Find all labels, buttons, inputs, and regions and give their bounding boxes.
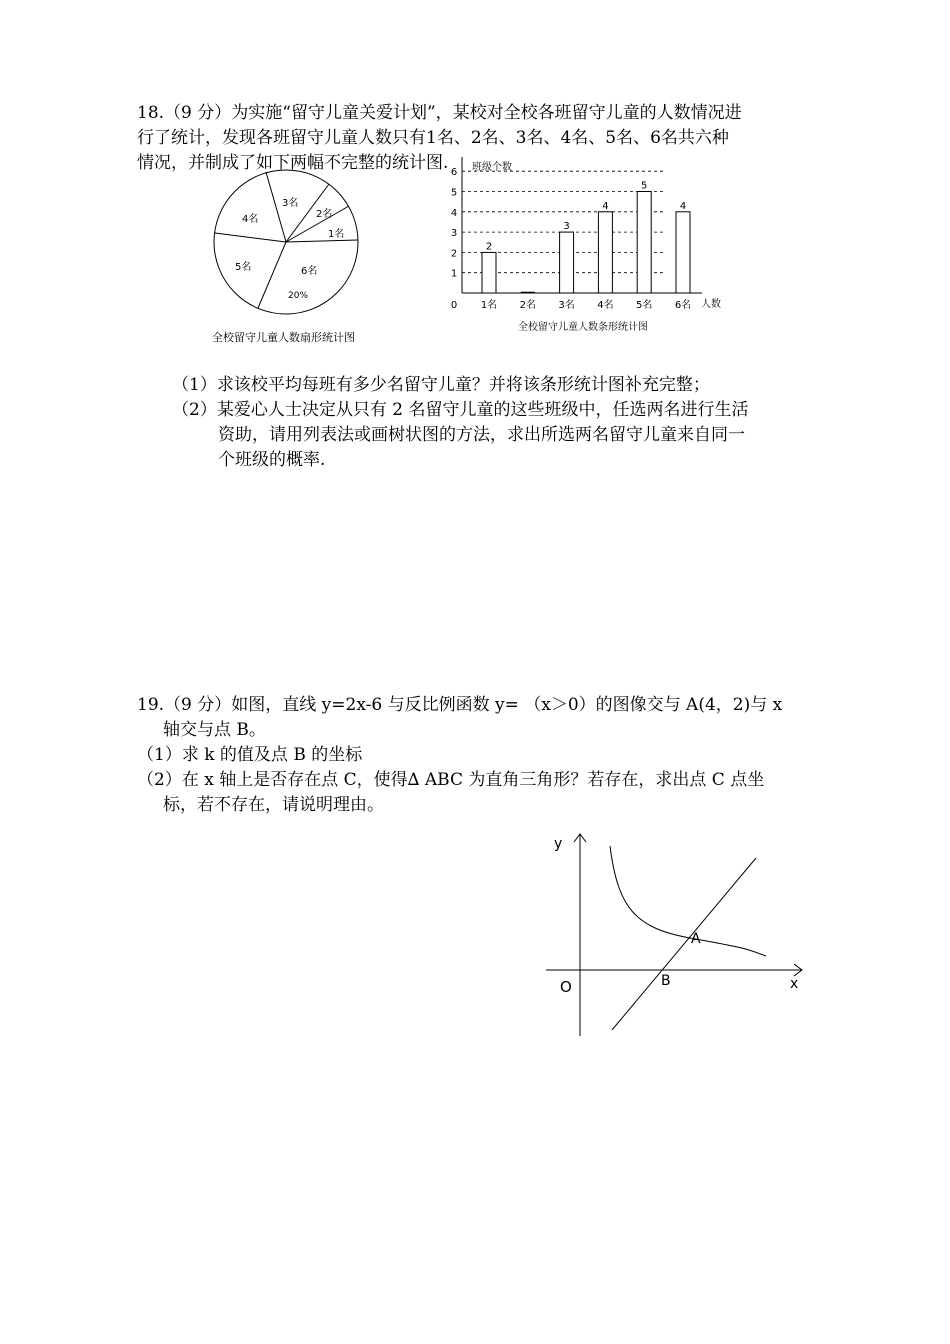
bar-value-label: 3 (563, 221, 570, 233)
q19-line-1: 19.（9 分）如图，直线 y=2x-6 与反比例函数 y= （x＞0）的图像交与 A(4，2)与 x (137, 695, 783, 715)
q18-sub-1: （1）求该校平均每班有多少名留守儿童？并将该条形统计图补充完整； (172, 375, 710, 395)
bar (637, 192, 651, 294)
bar-y-tick-label: 4 (450, 207, 458, 219)
pie-divider (215, 233, 286, 242)
bar-x-tick-label: 2名 (519, 300, 536, 311)
pie-label-4: 4名 (242, 214, 259, 225)
bar-value-label: 2 (485, 241, 493, 253)
bar-chart-title: 全校留守儿童人数条形统计图 (518, 322, 648, 333)
bar-x-tick-label: 3名 (558, 300, 575, 311)
q18-sub-2-line-1: （2）某爱心人士决定从只有 2 名留守儿童的这些班级中，任选两名进行生活 (172, 400, 749, 420)
pie-divider (258, 242, 286, 308)
bar-value-label: 4 (679, 200, 687, 212)
bar (676, 212, 690, 293)
bar (598, 212, 612, 293)
graph-y-label: y (554, 836, 563, 852)
q19-line-2: 轴交与点 B。 (163, 720, 266, 740)
pie-label-1: 1名 (328, 229, 345, 240)
pie-percent-label: 20% (288, 291, 309, 301)
graph-origin-label: O (560, 978, 572, 996)
q19-sub-2-line-2: 标，若不存在，请说明理由。 (163, 795, 384, 815)
bar-y-tick-label: 0 (450, 300, 458, 311)
bar-y-tick-label: 3 (450, 228, 458, 240)
point-b-label: B (661, 973, 671, 989)
q19-sub-1: （1）求 k 的值及点 B 的坐标 (137, 745, 363, 765)
bar-y-tick-label: 2 (450, 248, 458, 260)
pie-divider (286, 240, 358, 242)
straight-line (612, 858, 756, 1030)
graph-x-label: x (790, 976, 799, 992)
q18-sub-2-line-3: 个班级的概率. (218, 450, 326, 470)
bar-y-tick-label: 1 (450, 268, 458, 280)
pie-label-2: 2名 (316, 209, 333, 220)
bar-x-tick-label: 4名 (597, 300, 614, 311)
bar-x-tick-label: 1名 (480, 300, 498, 311)
point-a-label: A (691, 931, 701, 947)
bar-value-label: 4 (602, 200, 609, 212)
q18-line-2: 行了统计，发现各班留守儿童人数只有1名、2名、3名、4名、5名、6名共六种 (137, 128, 729, 148)
q19-sub-2-line-1: （2）在 x 轴上是否存在点 C，使得∆ ABC 为直角三角形？若存在，求出点 C 点坐 (137, 770, 765, 790)
pie-label-5: 5名 (235, 262, 252, 273)
q18-sub-2-line-2: 资助，请用列表法或画树状图的方法，求出所选两名留守儿童来自同一 (218, 425, 745, 445)
pie-label-6: 6名 (301, 266, 318, 277)
bar-y-tick-label: 6 (450, 167, 458, 179)
bar-value-label: 5 (641, 180, 648, 192)
bar-x-tick-label: 5名 (636, 300, 653, 311)
bar (560, 232, 574, 293)
q18-line-1: 18.（9 分）为实施“留守儿童关爱计划”，某校对全校各班留守儿童的人数情况进 (137, 103, 742, 123)
pie-chart (200, 175, 380, 325)
bar-x-tick-label: 6名 (674, 300, 692, 311)
bar-y-tick-label: 5 (450, 187, 458, 199)
bar-y-axis-label: 班级个数 (472, 162, 512, 173)
pie-label-3: 3名 (282, 198, 299, 209)
q18-line-3: 情况，并制成了如下两幅不完整的统计图. (137, 153, 449, 173)
bar-x-axis-label: 人数 (701, 299, 721, 310)
function-graph (540, 828, 810, 1043)
bar (482, 252, 496, 293)
bar-chart (440, 150, 740, 345)
pie-caption: 全校留守儿童人数扇形统计图 (212, 331, 355, 344)
